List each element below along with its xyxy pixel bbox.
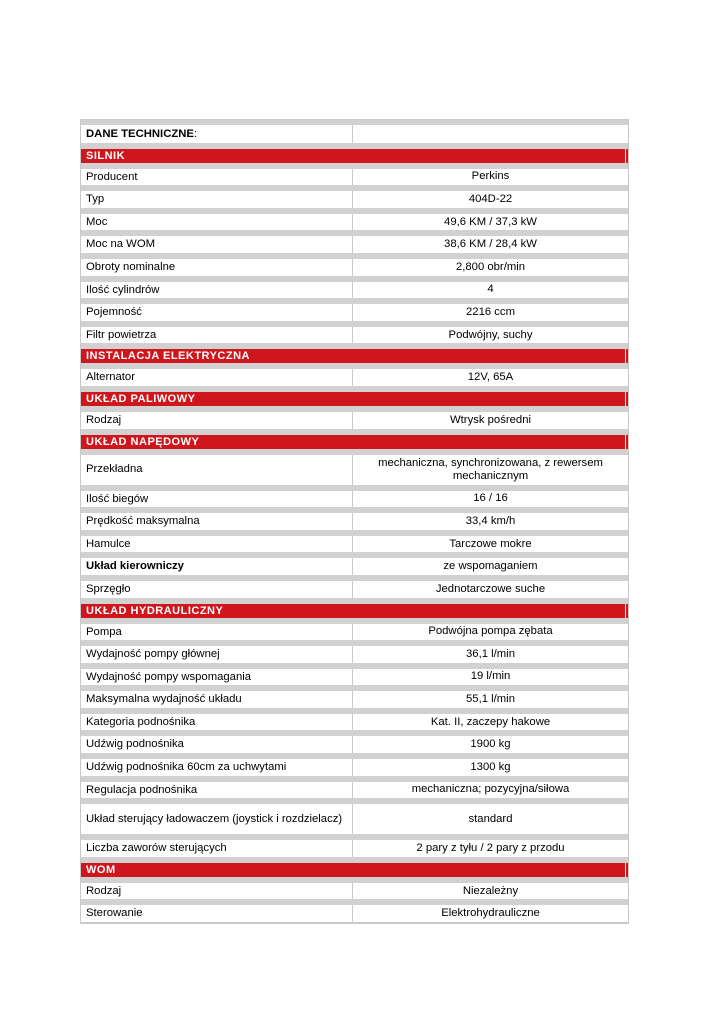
spec-label: Układ kierowniczy (81, 558, 353, 575)
spec-label: Udźwig podnośnika 60cm za uchwytami (81, 759, 353, 776)
section-band-end (625, 392, 628, 406)
spec-row (81, 834, 628, 857)
title-empty-cell (353, 125, 628, 143)
section-title: UKŁAD NAPĘDOWY (81, 435, 625, 449)
spec-value: ze wspomaganiem (353, 558, 628, 575)
spec-title: DANE TECHNICZNE (86, 127, 194, 140)
spec-row (81, 730, 628, 753)
spec-row (81, 321, 628, 344)
spec-value: 19 l/min (353, 669, 628, 686)
spec-label: Rodzaj (81, 412, 353, 429)
spec-value: Tarczowe mokre (353, 536, 628, 553)
spec-label: Typ (81, 191, 353, 208)
spec-label: Ilość cylindrów (81, 282, 353, 299)
spec-value: 404D-22 (353, 191, 628, 208)
spec-row (81, 552, 628, 575)
section-header (81, 598, 628, 618)
spec-label: Kategoria podnośnika (81, 714, 353, 731)
title-row (81, 120, 628, 143)
spec-value: 2216 ccm (353, 304, 628, 321)
spec-label: Pompa (81, 624, 353, 641)
spec-label: Producent (81, 169, 353, 186)
section-title: UKŁAD PALIWOWY (81, 392, 625, 406)
spec-value: 12V, 65A (353, 369, 628, 386)
spec-label: Alternator (81, 369, 353, 386)
spec-row (81, 685, 628, 708)
spec-row (81, 753, 628, 776)
spec-row (81, 406, 628, 429)
section-header (81, 857, 628, 877)
spec-value: Niezależny (353, 883, 628, 900)
spec-label: Sprzęgło (81, 581, 353, 598)
spec-value: 4 (353, 282, 628, 299)
section-title: UKŁAD HYDRAULICZNY (81, 604, 625, 618)
spec-value: 16 / 16 (353, 491, 628, 508)
spec-label: Ilość biegów (81, 491, 353, 508)
spec-label: Pojemność (81, 304, 353, 321)
spec-value: 2,800 obr/min (353, 259, 628, 276)
spec-label: Wydajność pompy wspomagania (81, 669, 353, 686)
section-title: INSTALACJA ELEKTRYCZNA (81, 349, 625, 363)
spec-value: 2 pary z tyłu / 2 pary z przodu (353, 840, 628, 857)
spec-row (81, 276, 628, 299)
spec-label: Maksymalna wydajność układu (81, 691, 353, 708)
spec-value: 33,4 km/h (353, 513, 628, 530)
spec-row (81, 208, 628, 231)
spec-row (81, 163, 628, 186)
section-band-end (625, 149, 628, 163)
spec-value: mechaniczna; pozycyjna/siłowa (353, 782, 628, 799)
spec-label: Przekładna (81, 455, 353, 485)
title-suffix: : (193, 127, 198, 140)
spec-row (81, 507, 628, 530)
spec-value: Jednotarczowe suche (353, 581, 628, 598)
spec-row (81, 485, 628, 508)
spec-row (81, 899, 628, 922)
spec-value: Wtrysk pośredni (353, 412, 628, 429)
spec-label: Udźwig podnośnika (81, 736, 353, 753)
spec-label: Liczba zaworów sterujących (81, 840, 353, 857)
spec-label: Sterowanie (81, 905, 353, 922)
spec-label: Moc na WOM (81, 236, 353, 253)
spec-row (81, 253, 628, 276)
spec-label: Regulacja podnośnika (81, 782, 353, 799)
section-title: WOM (81, 863, 625, 877)
spec-row (81, 776, 628, 799)
spec-value: 1300 kg (353, 759, 628, 776)
spec-label: Rodzaj (81, 883, 353, 900)
spec-label: Filtr powietrza (81, 327, 353, 344)
spec-label: Hamulce (81, 536, 353, 553)
spec-value: 36,1 l/min (353, 646, 628, 663)
spec-label: Układ sterujący ładowaczem (joystick i rozdzielacz) (81, 804, 353, 834)
spec-row (81, 798, 628, 834)
section-band-end (625, 604, 628, 618)
spec-label: Prędkość maksymalna (81, 513, 353, 530)
title-cell (81, 125, 353, 143)
spec-row (81, 618, 628, 641)
spec-row (81, 708, 628, 731)
spec-value: 49,6 KM / 37,3 kW (353, 214, 628, 231)
spec-value: Elektrohydrauliczne (353, 905, 628, 922)
spec-row (81, 575, 628, 598)
spec-value: 38,6 KM / 28,4 kW (353, 236, 628, 253)
spec-value: standard (353, 804, 628, 834)
spec-value: 1900 kg (353, 736, 628, 753)
spec-row (81, 185, 628, 208)
spec-label: Obroty nominalne (81, 259, 353, 276)
spec-row (81, 530, 628, 553)
spec-label: Moc (81, 214, 353, 231)
section-band-end (625, 435, 628, 449)
spec-value: mechaniczna, synchronizowana, z rewersem mechanicznym (353, 455, 628, 485)
section-title: SILNIK (81, 149, 625, 163)
spec-row (81, 449, 628, 485)
section-band-end (625, 349, 628, 363)
spec-row (81, 230, 628, 253)
spec-value: Podwójna pompa zębata (353, 624, 628, 641)
section-header (81, 343, 628, 363)
section-header (81, 143, 628, 163)
spec-table (80, 119, 629, 924)
spec-row (81, 663, 628, 686)
spec-row (81, 877, 628, 900)
spec-label: Wydajność pompy głównej (81, 646, 353, 663)
table-bottom-border (81, 922, 628, 923)
spec-value: Kat. II, zaczepy hakowe (353, 714, 628, 731)
spec-row (81, 298, 628, 321)
section-band-end (625, 863, 628, 877)
spec-value: 55,1 l/min (353, 691, 628, 708)
section-header (81, 386, 628, 406)
section-header (81, 429, 628, 449)
spec-row (81, 640, 628, 663)
spec-value: Podwójny, suchy (353, 327, 628, 344)
spec-row (81, 363, 628, 386)
spec-value: Perkins (353, 169, 628, 186)
